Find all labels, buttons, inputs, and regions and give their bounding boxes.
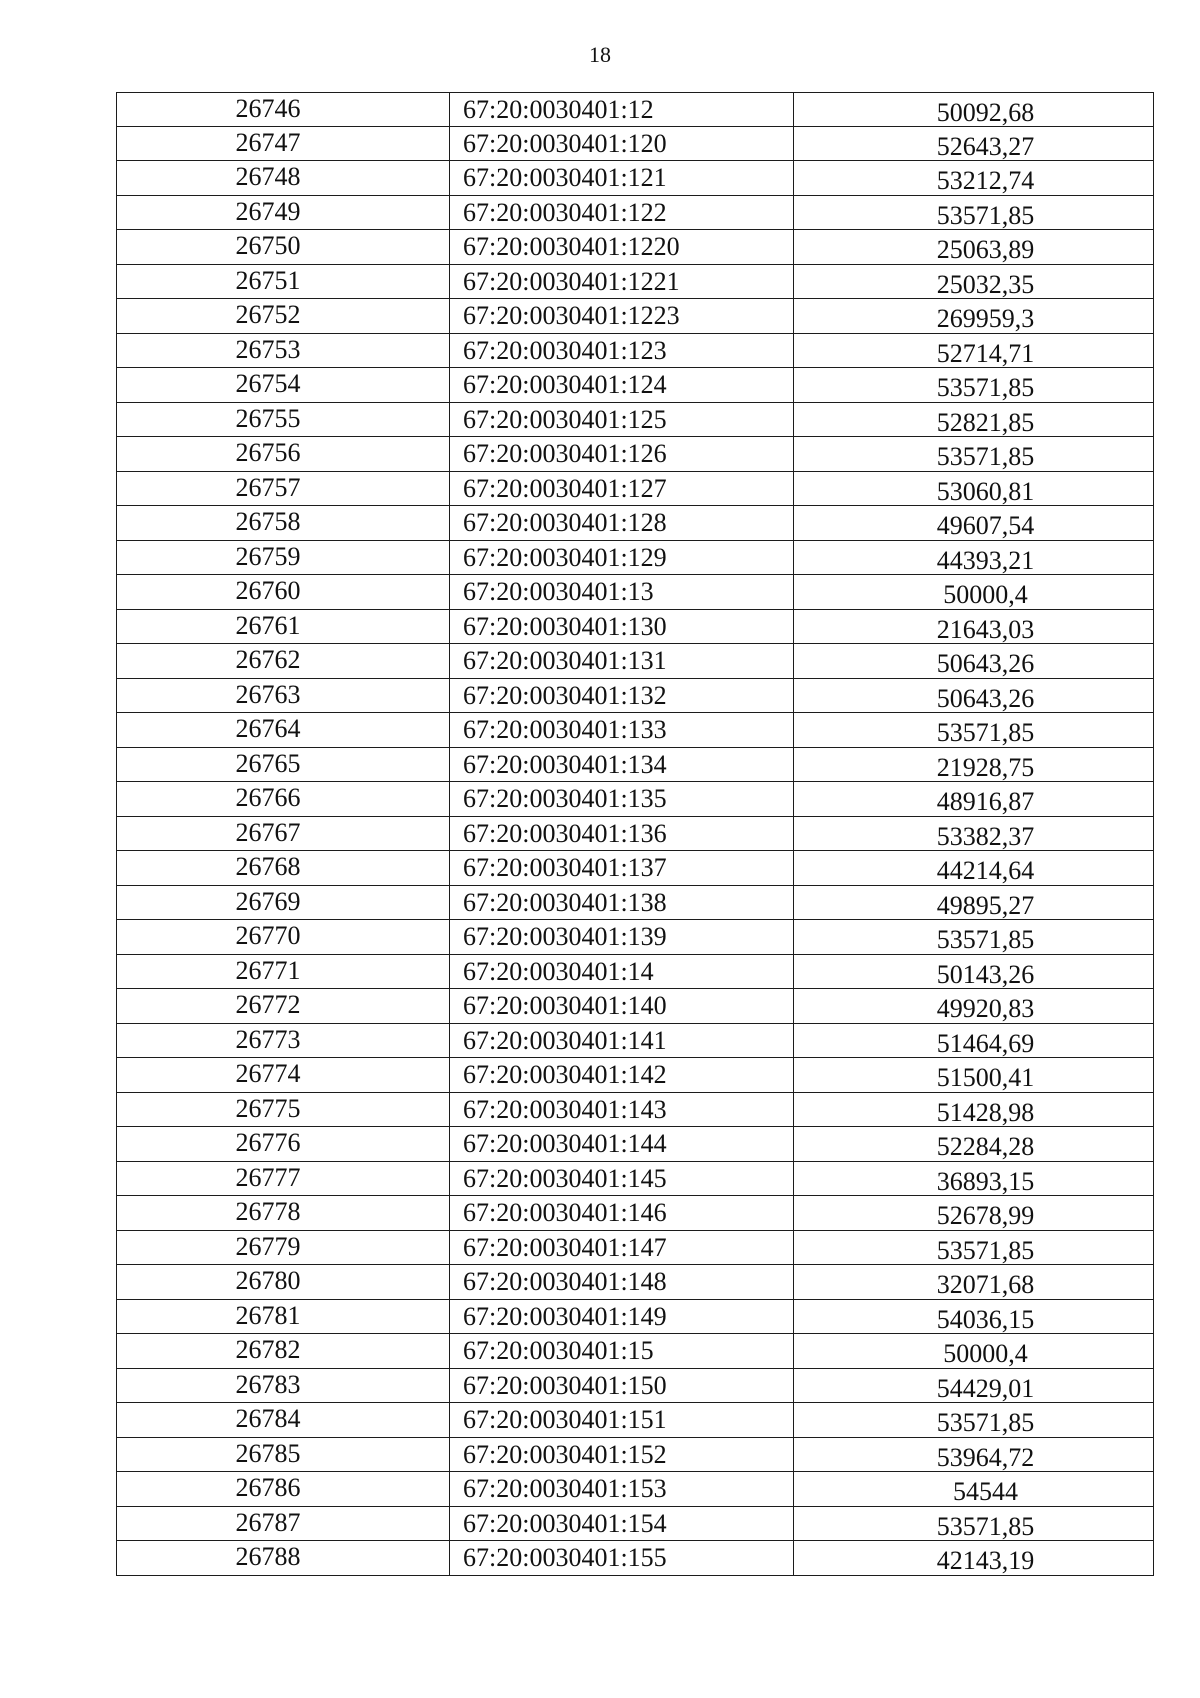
row-number-cell: 26774 xyxy=(116,1058,450,1092)
table-row xyxy=(116,817,1154,852)
cadastral-number-cell: 67:20:0030401:146 xyxy=(450,1196,794,1230)
cadastral-number-cell: 67:20:0030401:123 xyxy=(450,334,794,368)
value-cell: 49920,83 xyxy=(794,989,1154,1023)
table-row xyxy=(116,1369,1154,1404)
cadastral-number-cell: 67:20:0030401:134 xyxy=(450,748,794,782)
table-row xyxy=(116,1127,1154,1162)
value-cell: 21928,75 xyxy=(794,748,1154,782)
table-row xyxy=(116,1024,1154,1059)
table-row xyxy=(116,644,1154,679)
value-cell: 44214,64 xyxy=(794,851,1154,885)
value-cell: 48916,87 xyxy=(794,782,1154,816)
table-row xyxy=(116,610,1154,645)
table-row xyxy=(116,1196,1154,1231)
row-number-cell: 26784 xyxy=(116,1403,450,1437)
value-cell: 36893,15 xyxy=(794,1162,1154,1196)
cadastral-number-cell: 67:20:0030401:129 xyxy=(450,541,794,575)
value-cell: 53060,81 xyxy=(794,472,1154,506)
row-number-cell: 26771 xyxy=(116,955,450,989)
value-cell: 53571,85 xyxy=(794,1507,1154,1541)
table-row xyxy=(116,1541,1154,1576)
row-number-cell: 26765 xyxy=(116,748,450,782)
cadastral-number-cell: 67:20:0030401:154 xyxy=(450,1507,794,1541)
table-row xyxy=(116,679,1154,714)
cadastral-number-cell: 67:20:0030401:132 xyxy=(450,679,794,713)
cadastral-number-cell: 67:20:0030401:155 xyxy=(450,1541,794,1575)
value-cell: 52821,85 xyxy=(794,403,1154,437)
row-number-cell: 26754 xyxy=(116,368,450,402)
row-number-cell: 26785 xyxy=(116,1438,450,1472)
value-cell: 54429,01 xyxy=(794,1369,1154,1403)
cadastral-number-cell: 67:20:0030401:149 xyxy=(450,1300,794,1334)
row-number-cell: 26786 xyxy=(116,1472,450,1506)
cadastral-number-cell: 67:20:0030401:144 xyxy=(450,1127,794,1161)
value-cell: 44393,21 xyxy=(794,541,1154,575)
value-cell: 21643,03 xyxy=(794,610,1154,644)
cadastral-number-cell: 67:20:0030401:120 xyxy=(450,127,794,161)
table-row xyxy=(116,575,1154,610)
cadastral-number-cell: 67:20:0030401:127 xyxy=(450,472,794,506)
row-number-cell: 26780 xyxy=(116,1265,450,1299)
row-number-cell: 26777 xyxy=(116,1162,450,1196)
value-cell: 269959,3 xyxy=(794,299,1154,333)
cadastral-number-cell: 67:20:0030401:142 xyxy=(450,1058,794,1092)
table-row xyxy=(116,1093,1154,1128)
cadastral-number-cell: 67:20:0030401:12 xyxy=(450,93,794,126)
value-cell: 50143,26 xyxy=(794,955,1154,989)
row-number-cell: 26752 xyxy=(116,299,450,333)
row-number-cell: 26748 xyxy=(116,161,450,195)
table-row xyxy=(116,92,1154,127)
row-number-cell: 26783 xyxy=(116,1369,450,1403)
cadastral-number-cell: 67:20:0030401:133 xyxy=(450,713,794,747)
cadastral-number-cell: 67:20:0030401:1223 xyxy=(450,299,794,333)
cadastral-number-cell: 67:20:0030401:151 xyxy=(450,1403,794,1437)
cadastral-number-cell: 67:20:0030401:1221 xyxy=(450,265,794,299)
table-row xyxy=(116,1472,1154,1507)
table-row xyxy=(116,713,1154,748)
table-row xyxy=(116,989,1154,1024)
table-row xyxy=(116,1058,1154,1093)
table-row xyxy=(116,1438,1154,1473)
table-row xyxy=(116,437,1154,472)
table-row xyxy=(116,1162,1154,1197)
cadastral-number-cell: 67:20:0030401:141 xyxy=(450,1024,794,1058)
value-cell: 42143,19 xyxy=(794,1541,1154,1575)
cadastral-number-cell: 67:20:0030401:131 xyxy=(450,644,794,678)
value-cell: 49607,54 xyxy=(794,506,1154,540)
row-number-cell: 26764 xyxy=(116,713,450,747)
row-number-cell: 26751 xyxy=(116,265,450,299)
value-cell: 53382,37 xyxy=(794,817,1154,851)
table-row xyxy=(116,265,1154,300)
row-number-cell: 26767 xyxy=(116,817,450,851)
table-row xyxy=(116,851,1154,886)
table-row xyxy=(116,886,1154,921)
value-cell: 50000,4 xyxy=(794,575,1154,609)
table-row xyxy=(116,1265,1154,1300)
value-cell: 53571,85 xyxy=(794,1403,1154,1437)
row-number-cell: 26766 xyxy=(116,782,450,816)
table-row xyxy=(116,1403,1154,1438)
row-number-cell: 26769 xyxy=(116,886,450,920)
cadastral-number-cell: 67:20:0030401:152 xyxy=(450,1438,794,1472)
table-row xyxy=(116,196,1154,231)
cadastral-number-cell: 67:20:0030401:153 xyxy=(450,1472,794,1506)
table-row xyxy=(116,161,1154,196)
value-cell: 52714,71 xyxy=(794,334,1154,368)
cadastral-number-cell: 67:20:0030401:137 xyxy=(450,851,794,885)
row-number-cell: 26763 xyxy=(116,679,450,713)
row-number-cell: 26760 xyxy=(116,575,450,609)
row-number-cell: 26782 xyxy=(116,1334,450,1368)
row-number-cell: 26756 xyxy=(116,437,450,471)
table-row xyxy=(116,472,1154,507)
value-cell: 51464,69 xyxy=(794,1024,1154,1058)
cadastral-number-cell: 67:20:0030401:128 xyxy=(450,506,794,540)
table-row xyxy=(116,368,1154,403)
value-cell: 54036,15 xyxy=(794,1300,1154,1334)
cadastral-number-cell: 67:20:0030401:138 xyxy=(450,886,794,920)
cadastral-number-cell: 67:20:0030401:14 xyxy=(450,955,794,989)
table-row xyxy=(116,748,1154,783)
table-row xyxy=(116,230,1154,265)
cadastral-number-cell: 67:20:0030401:148 xyxy=(450,1265,794,1299)
value-cell: 54544 xyxy=(794,1472,1154,1506)
value-cell: 53964,72 xyxy=(794,1438,1154,1472)
row-number-cell: 26762 xyxy=(116,644,450,678)
row-number-cell: 26773 xyxy=(116,1024,450,1058)
row-number-cell: 26776 xyxy=(116,1127,450,1161)
row-number-cell: 26788 xyxy=(116,1541,450,1575)
value-cell: 51500,41 xyxy=(794,1058,1154,1092)
value-cell: 50643,26 xyxy=(794,679,1154,713)
table-row xyxy=(116,334,1154,369)
cadastral-number-cell: 67:20:0030401:140 xyxy=(450,989,794,1023)
value-cell: 32071,68 xyxy=(794,1265,1154,1299)
row-number-cell: 26746 xyxy=(116,93,450,126)
row-number-cell: 26750 xyxy=(116,230,450,264)
cadastral-number-cell: 67:20:0030401:143 xyxy=(450,1093,794,1127)
value-cell: 50092,68 xyxy=(794,93,1154,126)
value-cell: 25063,89 xyxy=(794,230,1154,264)
row-number-cell: 26787 xyxy=(116,1507,450,1541)
table-row xyxy=(116,1300,1154,1335)
row-number-cell: 26747 xyxy=(116,127,450,161)
cadastral-number-cell: 67:20:0030401:122 xyxy=(450,196,794,230)
cadastral-table xyxy=(116,92,1154,1576)
row-number-cell: 26768 xyxy=(116,851,450,885)
cadastral-number-cell: 67:20:0030401:121 xyxy=(450,161,794,195)
cadastral-number-cell: 67:20:0030401:139 xyxy=(450,920,794,954)
cadastral-number-cell: 67:20:0030401:13 xyxy=(450,575,794,609)
row-number-cell: 26779 xyxy=(116,1231,450,1265)
value-cell: 52678,99 xyxy=(794,1196,1154,1230)
value-cell: 53571,85 xyxy=(794,920,1154,954)
table-row xyxy=(116,782,1154,817)
cadastral-number-cell: 67:20:0030401:126 xyxy=(450,437,794,471)
row-number-cell: 26753 xyxy=(116,334,450,368)
value-cell: 51428,98 xyxy=(794,1093,1154,1127)
table-row xyxy=(116,506,1154,541)
cadastral-number-cell: 67:20:0030401:145 xyxy=(450,1162,794,1196)
cadastral-number-cell: 67:20:0030401:147 xyxy=(450,1231,794,1265)
table-row xyxy=(116,920,1154,955)
cadastral-number-cell: 67:20:0030401:150 xyxy=(450,1369,794,1403)
row-number-cell: 26772 xyxy=(116,989,450,1023)
table-row xyxy=(116,955,1154,990)
value-cell: 50643,26 xyxy=(794,644,1154,678)
cadastral-number-cell: 67:20:0030401:15 xyxy=(450,1334,794,1368)
row-number-cell: 26749 xyxy=(116,196,450,230)
row-number-cell: 26755 xyxy=(116,403,450,437)
table-row xyxy=(116,1231,1154,1266)
row-number-cell: 26770 xyxy=(116,920,450,954)
table-row xyxy=(116,541,1154,576)
row-number-cell: 26758 xyxy=(116,506,450,540)
value-cell: 52284,28 xyxy=(794,1127,1154,1161)
table-row xyxy=(116,1507,1154,1542)
row-number-cell: 26759 xyxy=(116,541,450,575)
value-cell: 49895,27 xyxy=(794,886,1154,920)
row-number-cell: 26775 xyxy=(116,1093,450,1127)
table-row xyxy=(116,403,1154,438)
cadastral-number-cell: 67:20:0030401:135 xyxy=(450,782,794,816)
cadastral-number-cell: 67:20:0030401:1220 xyxy=(450,230,794,264)
row-number-cell: 26781 xyxy=(116,1300,450,1334)
value-cell: 53571,85 xyxy=(794,713,1154,747)
value-cell: 53571,85 xyxy=(794,1231,1154,1265)
row-number-cell: 26778 xyxy=(116,1196,450,1230)
value-cell: 52643,27 xyxy=(794,127,1154,161)
value-cell: 53571,85 xyxy=(794,196,1154,230)
page-number: 18 xyxy=(589,42,611,67)
value-cell: 50000,4 xyxy=(794,1334,1154,1368)
table-row xyxy=(116,127,1154,162)
value-cell: 53571,85 xyxy=(794,368,1154,402)
cadastral-number-cell: 67:20:0030401:124 xyxy=(450,368,794,402)
cadastral-number-cell: 67:20:0030401:130 xyxy=(450,610,794,644)
table-row xyxy=(116,1334,1154,1369)
row-number-cell: 26757 xyxy=(116,472,450,506)
cadastral-number-cell: 67:20:0030401:125 xyxy=(450,403,794,437)
value-cell: 53571,85 xyxy=(794,437,1154,471)
row-number-cell: 26761 xyxy=(116,610,450,644)
value-cell: 25032,35 xyxy=(794,265,1154,299)
value-cell: 53212,74 xyxy=(794,161,1154,195)
table-row xyxy=(116,299,1154,334)
cadastral-number-cell: 67:20:0030401:136 xyxy=(450,817,794,851)
